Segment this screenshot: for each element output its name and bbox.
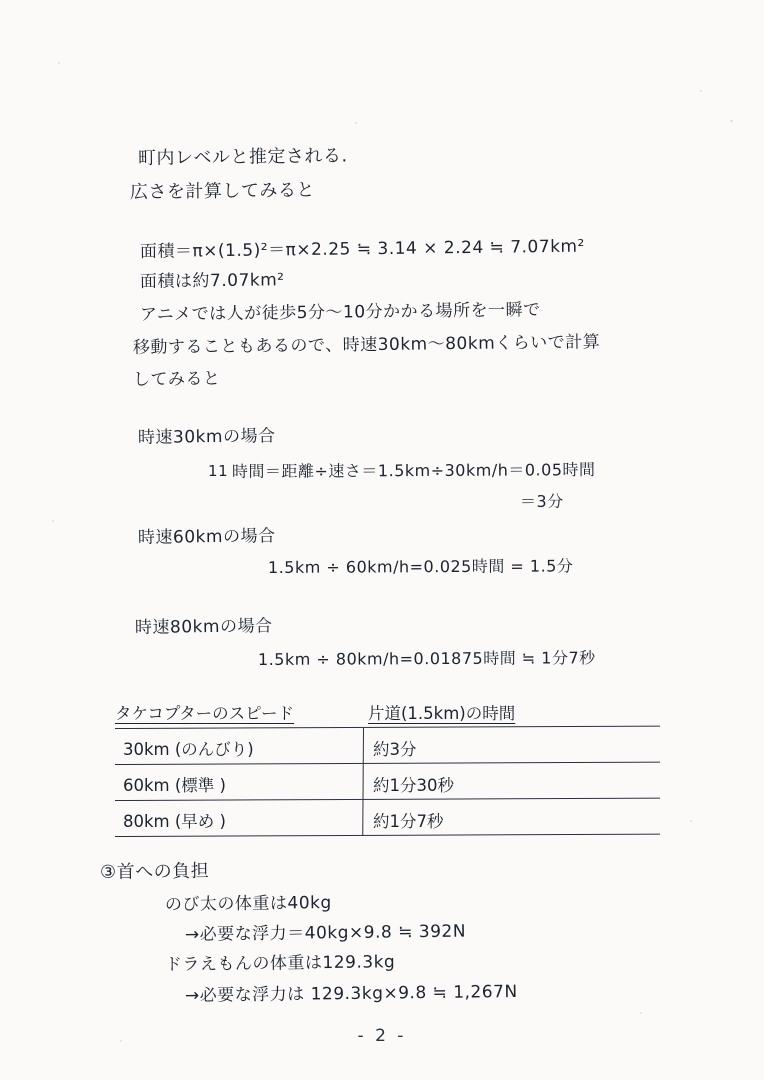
note-heading-speed-80: 時速80kmの場合: [134, 616, 273, 638]
table-row: 約3分: [373, 740, 417, 759]
note-doraemon-force: →必要な浮力は 129.3kg×9.8 ≒ 1,267N: [184, 981, 518, 1006]
table-row: 60km (標準 ): [123, 776, 226, 795]
note-calc-80: 1.5km ÷ 80km/h=0.01875時間 ≒ 1分7秒: [257, 648, 596, 669]
note-bullet-marks: 11: [207, 461, 229, 480]
paper-speck: [58, 62, 60, 64]
note-line-5: アニメでは人が徒歩5分〜10分かかる場所を一瞬で: [139, 300, 541, 325]
note-calc-60: 1.5km ÷ 60km/h=0.025時間 = 1.5分: [267, 556, 574, 577]
note-calc-30: 時間＝距離÷速さ＝1.5km÷30km/h＝0.05時間: [231, 460, 596, 481]
note-heading-speed-60: 時速60kmの場合: [137, 526, 276, 548]
paper-speck: [700, 90, 702, 92]
table-row: 約1分30秒: [373, 776, 454, 795]
note-line-area-formula: 面積＝π×(1.5)²＝π×2.25 ≒ 3.14 × 2.24 ≒ 7.07km²: [139, 236, 585, 262]
table-row: 80km (早め ): [123, 812, 226, 831]
note-line-7: してみると: [132, 368, 221, 390]
note-nobita-weight: のび太の体重は40kg: [164, 892, 332, 915]
paper-speck: [730, 120, 733, 122]
table-header-speed: タケコプターのスピード: [115, 704, 295, 723]
note-line-area-result: 面積は約7.07km²: [139, 270, 285, 292]
note-calc-30-result: ＝3分: [519, 491, 564, 511]
note-line-1: 町内レベルと推定される.: [137, 145, 348, 169]
note-heading-speed-30: 時速30kmの場合: [137, 426, 276, 448]
note-doraemon-weight: ドラえもんの体重は129.3kg: [164, 952, 396, 975]
page-number: - 2 -: [357, 1026, 407, 1046]
paper-speck: [690, 820, 692, 822]
paper-speck: [355, 122, 357, 124]
table-row: 約1分7秒: [373, 812, 444, 831]
table-header-time: 片道(1.5km)の時間: [368, 704, 516, 723]
note-nobita-force: →必要な浮力＝40kg×9.8 ≒ 392N: [184, 921, 467, 945]
note-line-6: 移動することもあるので、時速30km〜80kmくらいで計算: [132, 332, 601, 358]
table-row: 30km (のんびり): [123, 740, 254, 759]
note-line-2: 広さを計算してみると: [129, 179, 316, 203]
paper-speck: [52, 520, 54, 522]
note-section-3-heading: ③首への負担: [99, 860, 210, 883]
paper-speck: [640, 1012, 642, 1014]
